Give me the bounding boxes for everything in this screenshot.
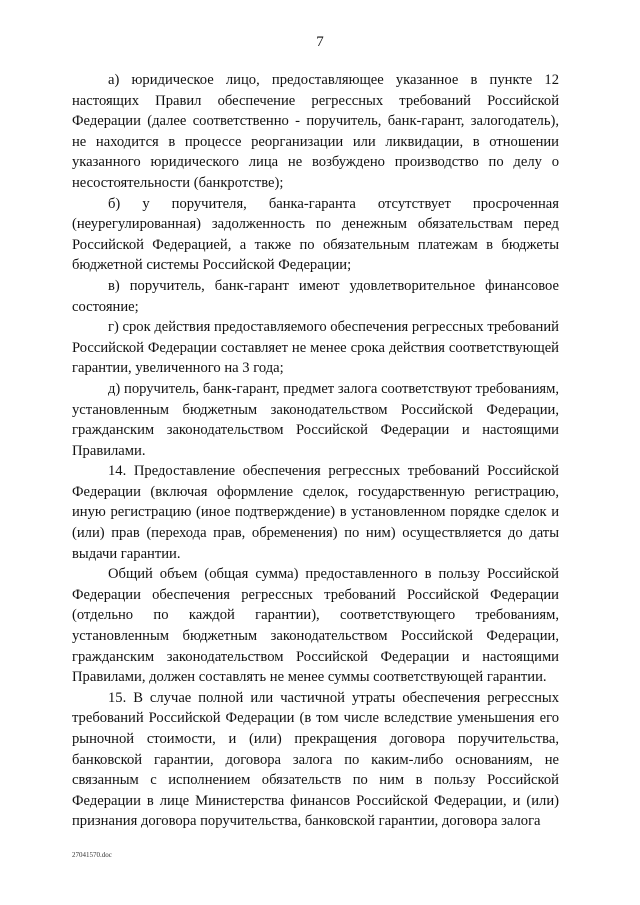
paragraph-14: 14. Предоставление обеспечения регрессных требований Российской Федерации (включая оформление сделок, государственную регистрацию, иную регистрацию (иное подтверждение) в установленном порядке сделок и (или) прав (перехода прав, обременения) по ним) осуществляется до даты выдачи гарантии. — [72, 463, 559, 562]
paragraph-13d: д) поручитель, банк-гарант, предмет залога соответствуют требованиям, установленным бюджетным законодательством Российской Федерации, гражданским законодательством Российской Федерации и настоящими Правилами. — [72, 380, 559, 459]
footer-doc-code: 27041570.doc — [72, 851, 112, 859]
document-body — [72, 70, 559, 832]
paragraph-13a: а) юридическое лицо, предоставляющее указанное в пункте 12 настоящих Правил обеспечение регрессных требований Российской Федерации (далее соответственно - поручитель, банк-гарант, залогодатель), не находится в процессе реорганизации или ликвидации, в отношении указанного юридического лица не возбуждено производство по делу о несостоятельности (банкротстве); — [72, 72, 559, 191]
page-number: 7 — [316, 34, 324, 50]
paragraph-15: 15. В случае полной или частичной утраты обеспечения регрессных требований Российской Федерации (в том числе вследствие уменьшения его рыночной стоимости, и (или) прекращения договора поручительства, банковской гарантии, договора залога по каким-либо основаниям, не связанным с исполнением обязательств по ним в пользу Российской Федерации в лице Министерства финансов Российской Федерации, и (или) признания договора поручительства, банковской гарантии, договора залога — [72, 689, 559, 830]
paragraph-13v: в) поручитель, банк-гарант имеют удовлетворительное финансовое состояние; — [72, 277, 559, 315]
paragraph-14-total: Общий объем (общая сумма) предоставленного в пользу Российской Федерации обеспечения регрессных требований Российской Федерации (отдельно по каждой гарантии), соответствующего требованиям, установленным бюджетным законодательством Российской Федерации, гражданским законодательством Российской Федерации и настоящими Правилами, должен составлять не менее суммы соответствующей гарантии. — [72, 566, 559, 686]
paragraph-13b: б) у поручителя, банка-гаранта отсутствует просроченная (неурегулированная) задолженность по денежным обязательствам перед Российской Федерацией, а также по обязательным платежам в бюджеты бюджетной системы Российской Федерации; — [72, 195, 559, 274]
paragraph-13g: г) срок действия предоставляемого обеспечения регрессных требований Российской Федерации составляет не менее срока действия соответствующей гарантии, увеличенного на 3 года; — [72, 319, 559, 377]
